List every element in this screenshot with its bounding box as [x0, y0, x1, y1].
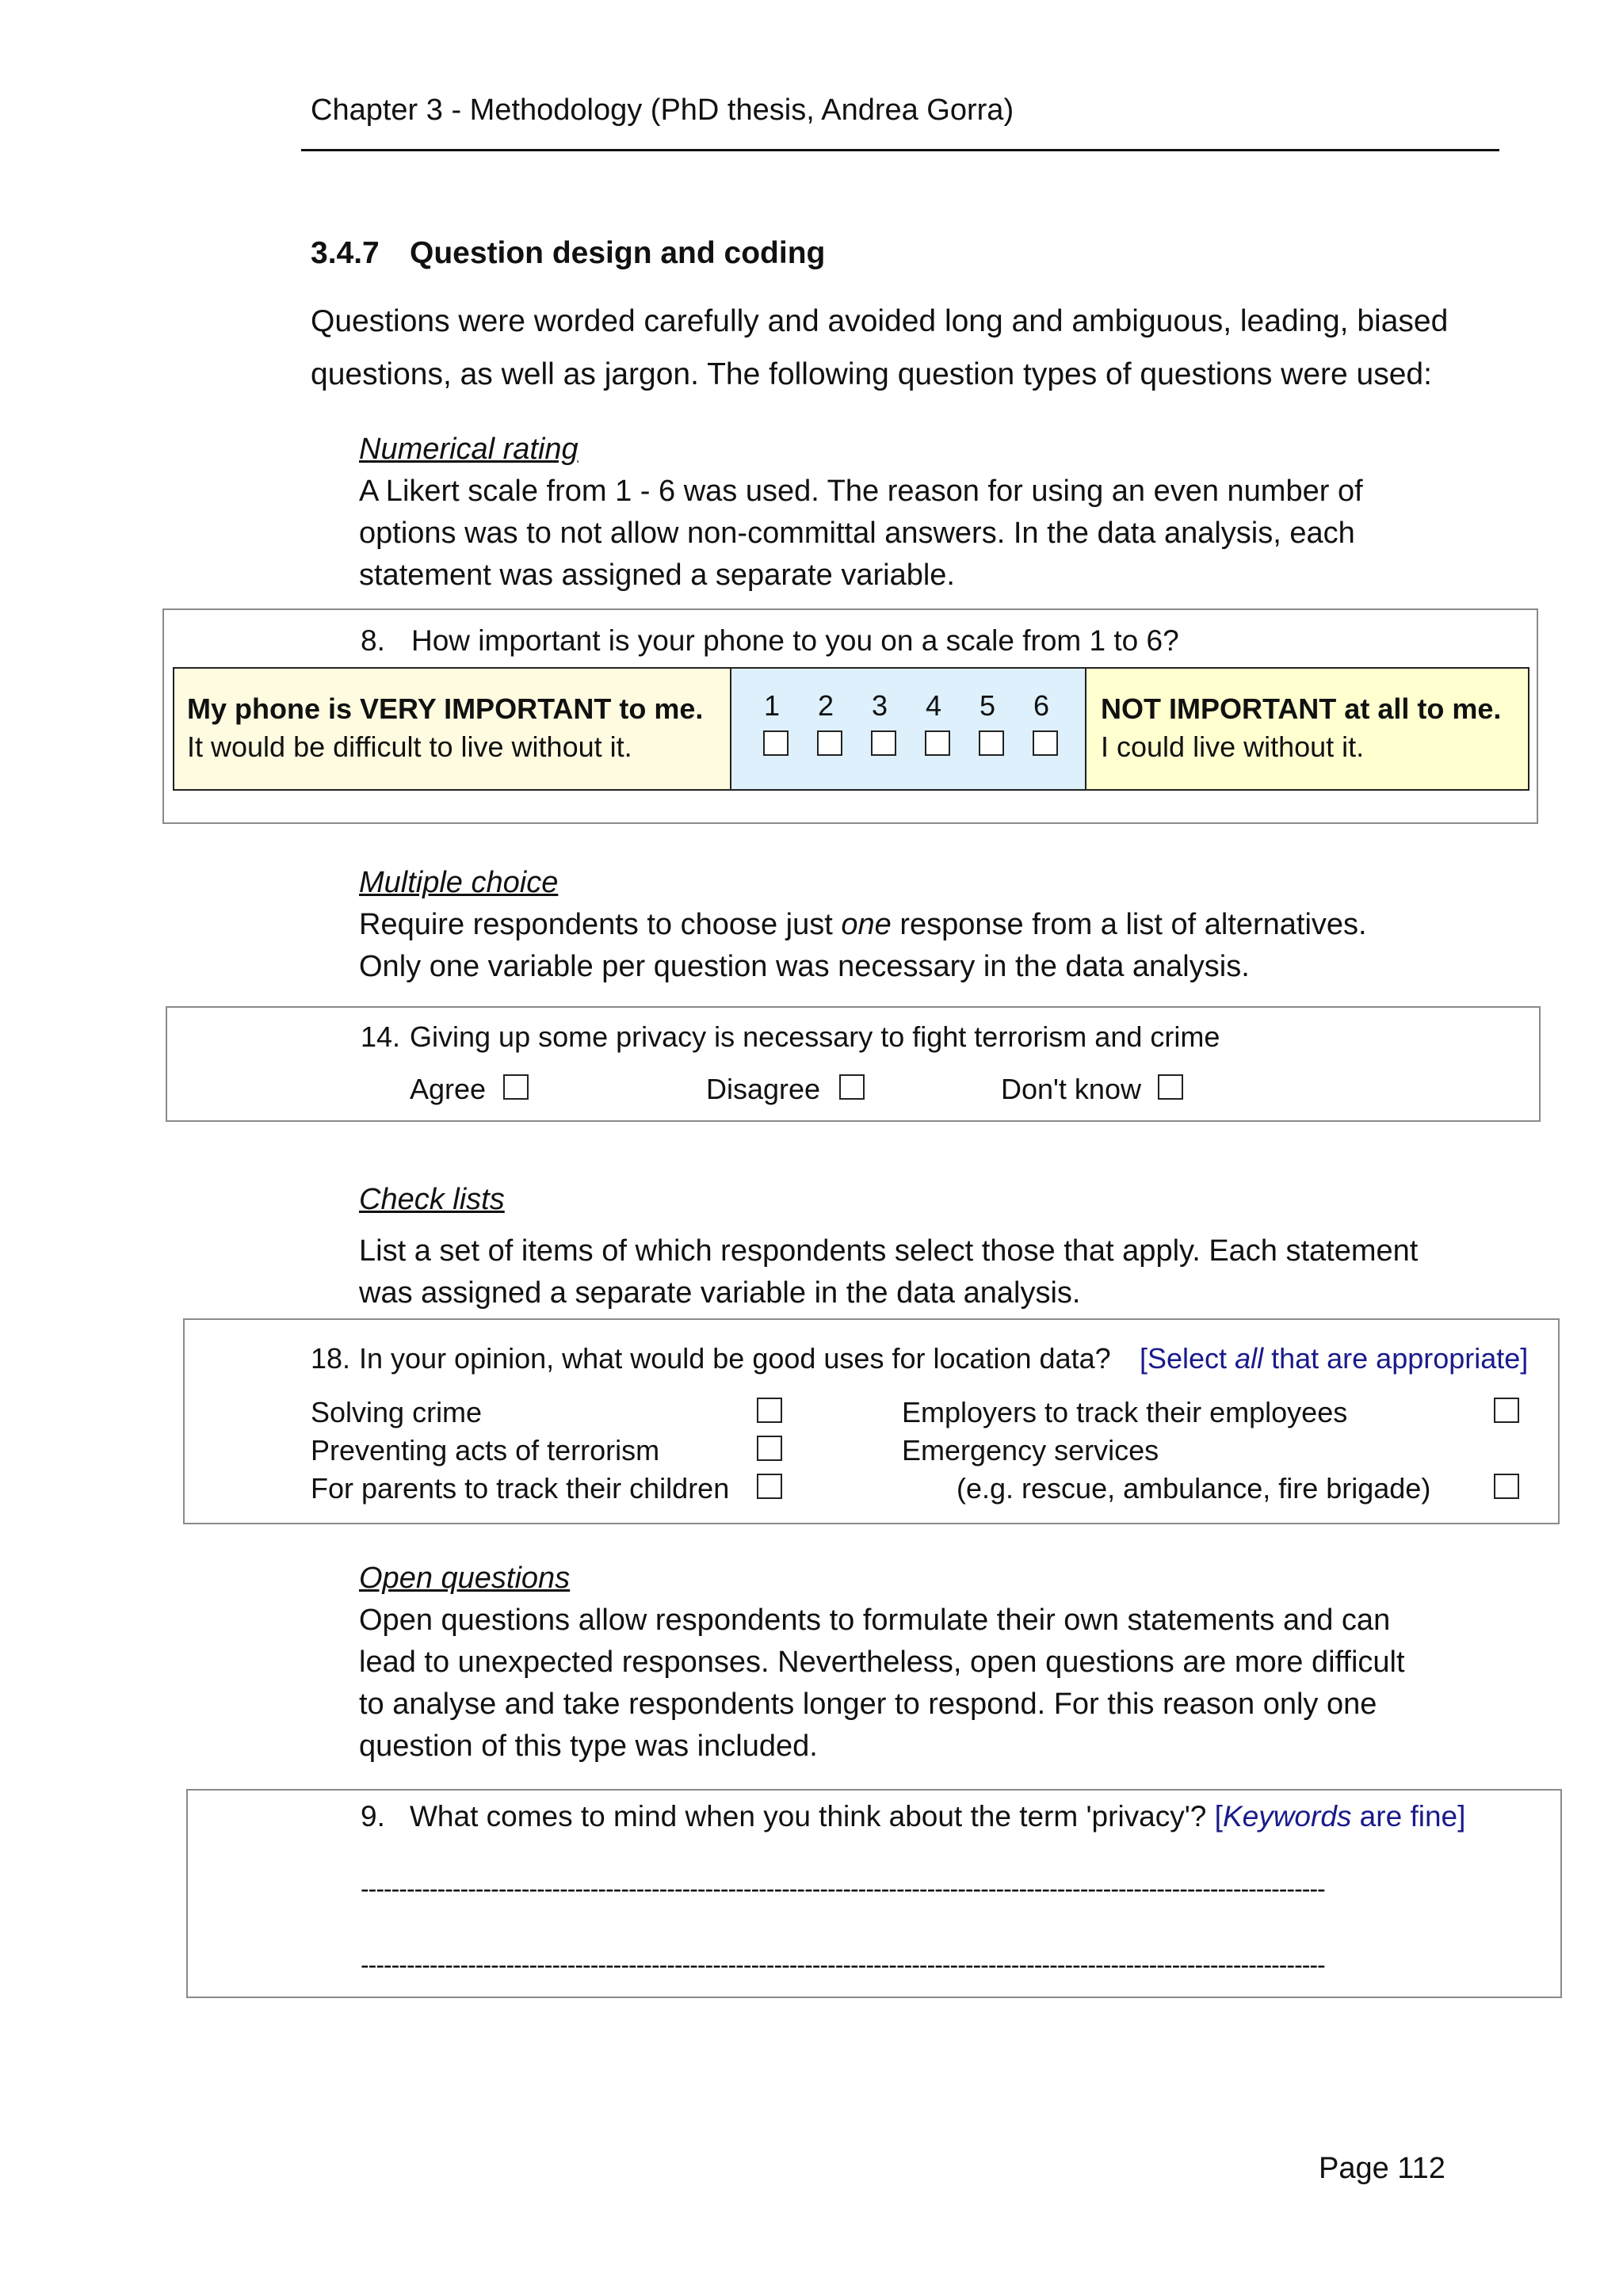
answer-line-1[interactable]: ------------------------------------------------------------------------------------------------------------------------------	[361, 1875, 1325, 1903]
likert-right-bold: NOT IMPORTANT at all to me.	[1101, 692, 1502, 725]
use-parents-track-children-checkbox[interactable]	[757, 1474, 782, 1499]
question-9-hint: [Keywords are fine]	[1214, 1800, 1466, 1833]
likert-left-anchor	[174, 669, 731, 789]
multiple-line-1: Require respondents to choose just one response from a list of alternatives.	[359, 908, 1367, 941]
running-header: Chapter 3 - Methodology (PhD thesis, Andrea Gorra)	[311, 93, 1014, 127]
likert-right-anchor	[1086, 669, 1528, 789]
likert-right-normal: I could live without it.	[1101, 730, 1365, 763]
option-dont-know-checkbox[interactable]	[1158, 1074, 1183, 1100]
open-line-3: to analyse and take respondents longer to respond. For this reason only one	[359, 1688, 1377, 1721]
scale-checkbox-4[interactable]	[925, 730, 950, 756]
scale-label-4: 4	[926, 689, 942, 722]
open-line-1: Open questions allow respondents to formulate their own statements and can	[359, 1604, 1391, 1637]
likert-scale-cells	[731, 669, 1086, 789]
question-14-text: Giving up some privacy is necessary to fight terrorism and crime	[410, 1020, 1220, 1053]
intro-line-1: Questions were worded carefully and avoided long and ambiguous, leading, biased	[311, 304, 1449, 338]
numerical-line-2: options was to not allow non-committal answers. In the data analysis, each	[359, 517, 1355, 550]
question-18-box	[183, 1318, 1560, 1524]
question-14-box	[166, 1006, 1541, 1122]
use-emergency-services-example: (e.g. rescue, ambulance, fire brigade)	[957, 1472, 1431, 1505]
question-9-box	[186, 1789, 1562, 1998]
likert-left-bold: My phone is VERY IMPORTANT to me.	[187, 692, 704, 725]
checklists-line-2: was assigned a separate variable in the data analysis.	[359, 1276, 1081, 1310]
question-14-number: 14.	[361, 1020, 401, 1053]
option-agree-label: Agree	[410, 1073, 487, 1105]
page-number: Page 112	[1319, 2152, 1445, 2185]
question-9-text: What comes to mind when you think about the term 'privacy'? [Keywords are fine]	[410, 1800, 1466, 1833]
scale-label-2: 2	[818, 689, 834, 722]
check-lists-heading: Check lists	[359, 1183, 505, 1216]
option-disagree-label: Disagree	[706, 1073, 821, 1105]
option-dont-know-label: Don't know	[1001, 1073, 1141, 1105]
scale-checkbox-3[interactable]	[871, 730, 896, 756]
use-preventing-terrorism-label: Preventing acts of terrorism	[311, 1434, 660, 1466]
numerical-rating-heading: Numerical rating	[359, 433, 579, 466]
scale-label-1: 1	[764, 689, 781, 722]
question-8-number: 8.	[361, 624, 385, 657]
question-18-number: 18.	[311, 1342, 351, 1375]
multiple-choice-heading: Multiple choice	[359, 866, 559, 899]
question-8-box	[162, 608, 1538, 824]
scale-checkbox-2[interactable]	[817, 730, 842, 756]
scale-checkbox-5[interactable]	[979, 730, 1004, 756]
use-preventing-terrorism-checkbox[interactable]	[757, 1436, 782, 1461]
question-9-number: 9.	[361, 1800, 385, 1833]
scale-label-3: 3	[872, 689, 888, 722]
checklists-line-1: List a set of items of which respondents select those that apply. Each statement	[359, 1234, 1419, 1268]
likert-left-normal: It would be difficult to live without it.	[187, 730, 632, 763]
answer-line-2[interactable]: ------------------------------------------------------------------------------------------------------------------------------	[361, 1951, 1325, 1979]
likert-scale-table	[173, 667, 1529, 791]
scale-label-6: 6	[1033, 689, 1050, 722]
question-18-hint: [Select all that are appropriate]	[1140, 1342, 1529, 1375]
open-line-2: lead to unexpected responses. Nevertheless, open questions are more difficult	[359, 1646, 1405, 1679]
use-employers-track-label: Employers to track their employees	[902, 1396, 1348, 1428]
use-emergency-services-label: Emergency services	[902, 1434, 1159, 1466]
question-18-text: In your opinion, what would be good uses for location data?	[359, 1342, 1111, 1375]
use-solving-crime-checkbox[interactable]	[757, 1398, 782, 1423]
numerical-line-1: A Likert scale from 1 - 6 was used. The reason for using an even number of	[359, 475, 1363, 508]
use-parents-track-children-label: For parents to track their children	[311, 1472, 730, 1505]
use-emergency-services-checkbox[interactable]	[1494, 1474, 1519, 1499]
section-number: 3.4.7	[311, 236, 380, 270]
question-8-text: How important is your phone to you on a scale from 1 to 6?	[411, 624, 1179, 657]
open-line-4: question of this type was included.	[359, 1730, 818, 1763]
numerical-line-3: statement was assigned a separate variable.	[359, 559, 955, 592]
option-agree-checkbox[interactable]	[503, 1074, 529, 1100]
multiple-line-2: Only one variable per question was necessary in the data analysis.	[359, 950, 1250, 983]
scale-label-5: 5	[980, 689, 996, 722]
option-disagree-checkbox[interactable]	[839, 1074, 865, 1100]
scale-checkbox-1[interactable]	[763, 730, 789, 756]
scale-checkbox-6[interactable]	[1033, 730, 1058, 756]
header-rule	[301, 149, 1499, 151]
use-employers-track-checkbox[interactable]	[1494, 1398, 1519, 1423]
open-questions-heading: Open questions	[359, 1562, 571, 1595]
section-title: Question design and coding	[410, 236, 826, 270]
use-solving-crime-label: Solving crime	[311, 1396, 483, 1428]
intro-line-2: questions, as well as jargon. The following question types of questions were used:	[311, 357, 1432, 391]
